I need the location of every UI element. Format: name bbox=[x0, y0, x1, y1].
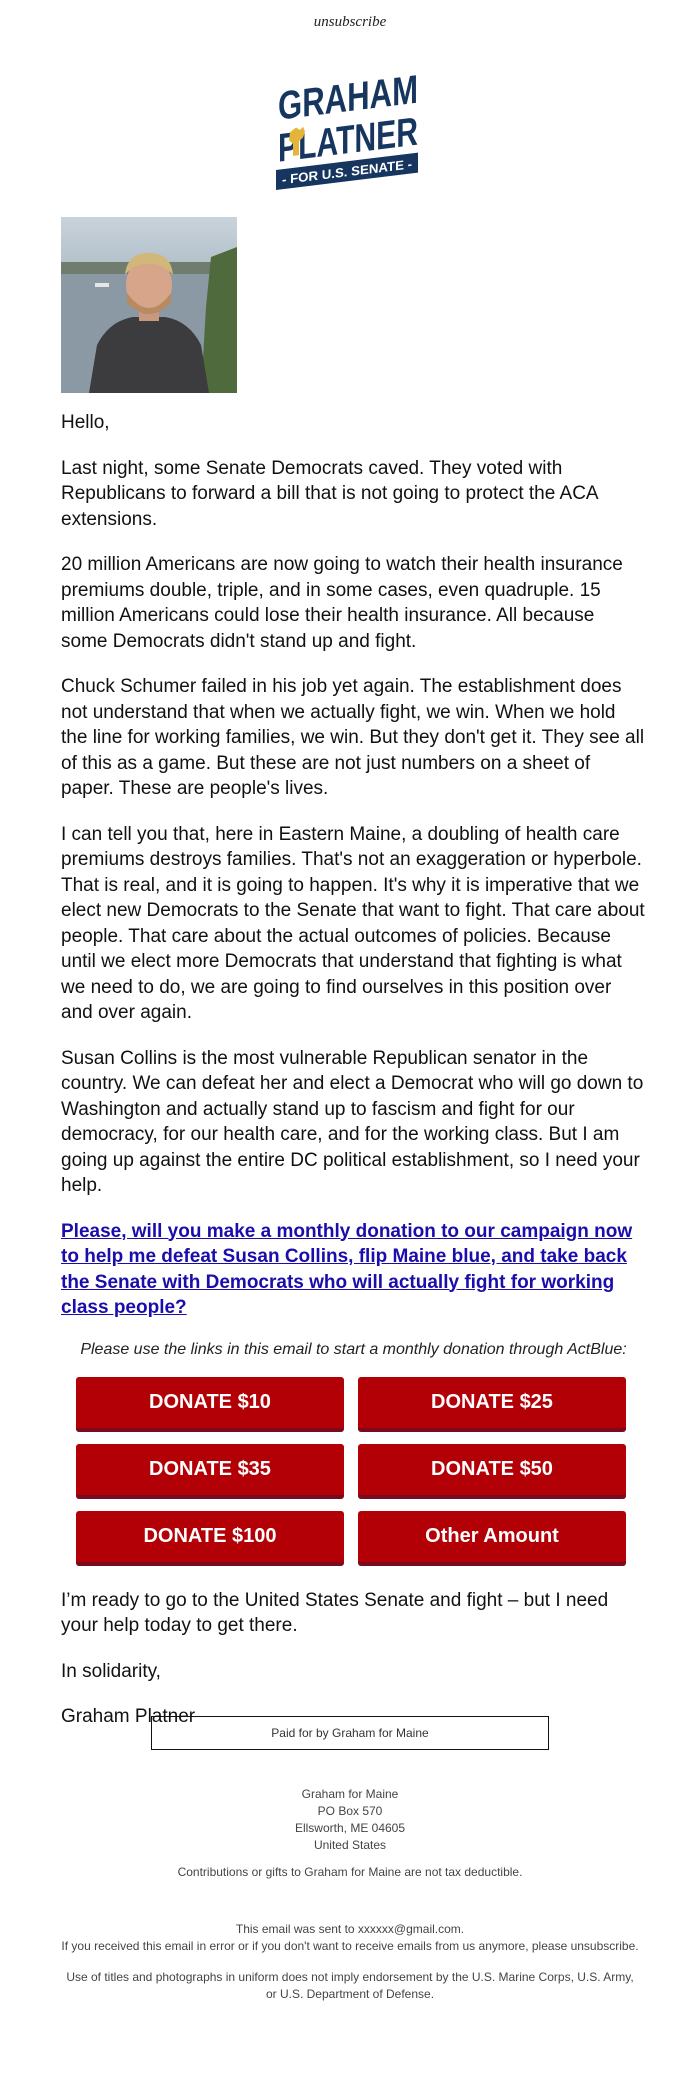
donate-50-button[interactable]: DONATE $50 bbox=[358, 1444, 626, 1499]
unsubscribe-header bbox=[0, 14, 700, 31]
paragraph-6: I’m ready to go to the United States Senate and fight – but I need your help today to get there. bbox=[61, 1589, 609, 1636]
logo-graphic bbox=[276, 64, 426, 194]
recipient-note bbox=[0, 1921, 700, 1955]
unsubscribe-note[interactable]: If you received this email in error or if you don't want to receive emails from us anymore, please unsubscribe. bbox=[61, 1939, 639, 1953]
email-body bbox=[61, 410, 646, 1750]
logo-line2: PLATNER bbox=[278, 103, 426, 171]
paragraph-3: Chuck Schumer failed in his job yet again. The establishment does not understand that when we actually fight, we win. When we hold the line for working families, we win. But they don't get it. They see all of this as a game. But these are not just numbers on a sheet of paper. These are people's lives. bbox=[61, 676, 645, 799]
closing: In solidarity, bbox=[61, 1660, 161, 1682]
donate-10-button[interactable]: DONATE $10 bbox=[76, 1377, 344, 1432]
logo-line1: GRAHAM bbox=[278, 64, 426, 129]
address-line-2: Ellsworth, ME 04605 bbox=[294, 1821, 406, 1835]
sent-to-line: This email was sent to xxxxxx@gmail.com. bbox=[235, 1922, 465, 1936]
mailing-address bbox=[0, 1786, 700, 1854]
address-line-1: PO Box 570 bbox=[317, 1804, 383, 1818]
greeting: Hello, bbox=[61, 412, 110, 433]
paragraph-2: 20 million Americans are now going to watch their health insurance premiums double, triple, and in some cases, even quadruple. 15 million Americans could lose their health insurance. All because some Democrats didn't stand up and fight. bbox=[61, 554, 623, 652]
signature: Graham Platner bbox=[61, 1706, 196, 1727]
paragraph-5: Susan Collins is the most vulnerable Republican senator in the country. We can defeat her and elect a Democrat who will go down to Washington and actually stand up to fascism and fight for our democracy, for our health care, and for the working class. But I am going up against the entire DC political establishment, so I need your help. bbox=[61, 1047, 644, 1196]
donate-button-grid bbox=[76, 1377, 646, 1566]
donate-25-button[interactable]: DONATE $25 bbox=[358, 1377, 626, 1432]
donate-100-button[interactable]: DONATE $100 bbox=[76, 1511, 344, 1566]
campaign-logo bbox=[276, 64, 426, 194]
address-country: United States bbox=[313, 1838, 387, 1852]
donate-35-button[interactable]: DONATE $35 bbox=[76, 1444, 344, 1499]
org-name: Graham for Maine bbox=[301, 1787, 399, 1801]
endorsement-disclaimer: Use of titles and photographs in uniform does not imply endorsement by the U.S. Marine Corps, U.S. Army, or U.S. Department of Defense. bbox=[66, 1970, 634, 2001]
donation-cta-link[interactable]: Please, will you make a monthly donation to our campaign now to help me defeat Susan Collins, flip Maine blue, and take back the Senate with Democrats who will actually fight for working class people? bbox=[61, 1220, 633, 1318]
candidate-photo bbox=[61, 217, 237, 393]
paragraph-4: I can tell you that, here in Eastern Maine, a doubling of health care premiums destroys families. That's not an exaggeration or hyperbole. That is real, and it is going to happen. It's why it is imperative that we elect new Democrats to the Senate that want to fight. That care about people. That care about the actual outcomes of policies. Because until we elect more Democrats that understand that fighting is what we need to do, we are going to find ourselves in this position over and over again. bbox=[61, 823, 645, 1023]
unsubscribe-link[interactable]: unsubscribe bbox=[313, 14, 387, 30]
donation-instructions: Please use the links in this email to start a monthly donation through ActBlue: bbox=[80, 1340, 627, 1358]
tax-note: Contributions or gifts to Graham for Maine are not tax deductible. bbox=[177, 1865, 523, 1879]
paragraph-1: Last night, some Senate Democrats caved. They voted with Republicans to forward a bill that is not going to protect the ACA extensions. bbox=[61, 457, 598, 530]
logo-tagline: - FOR U.S. SENATE - bbox=[282, 156, 410, 188]
donate-other-amount-button[interactable]: Other Amount bbox=[358, 1511, 626, 1566]
candidate-portrait-icon bbox=[61, 217, 237, 393]
paid-for-box: Paid for by Graham for Maine bbox=[151, 1716, 549, 1750]
